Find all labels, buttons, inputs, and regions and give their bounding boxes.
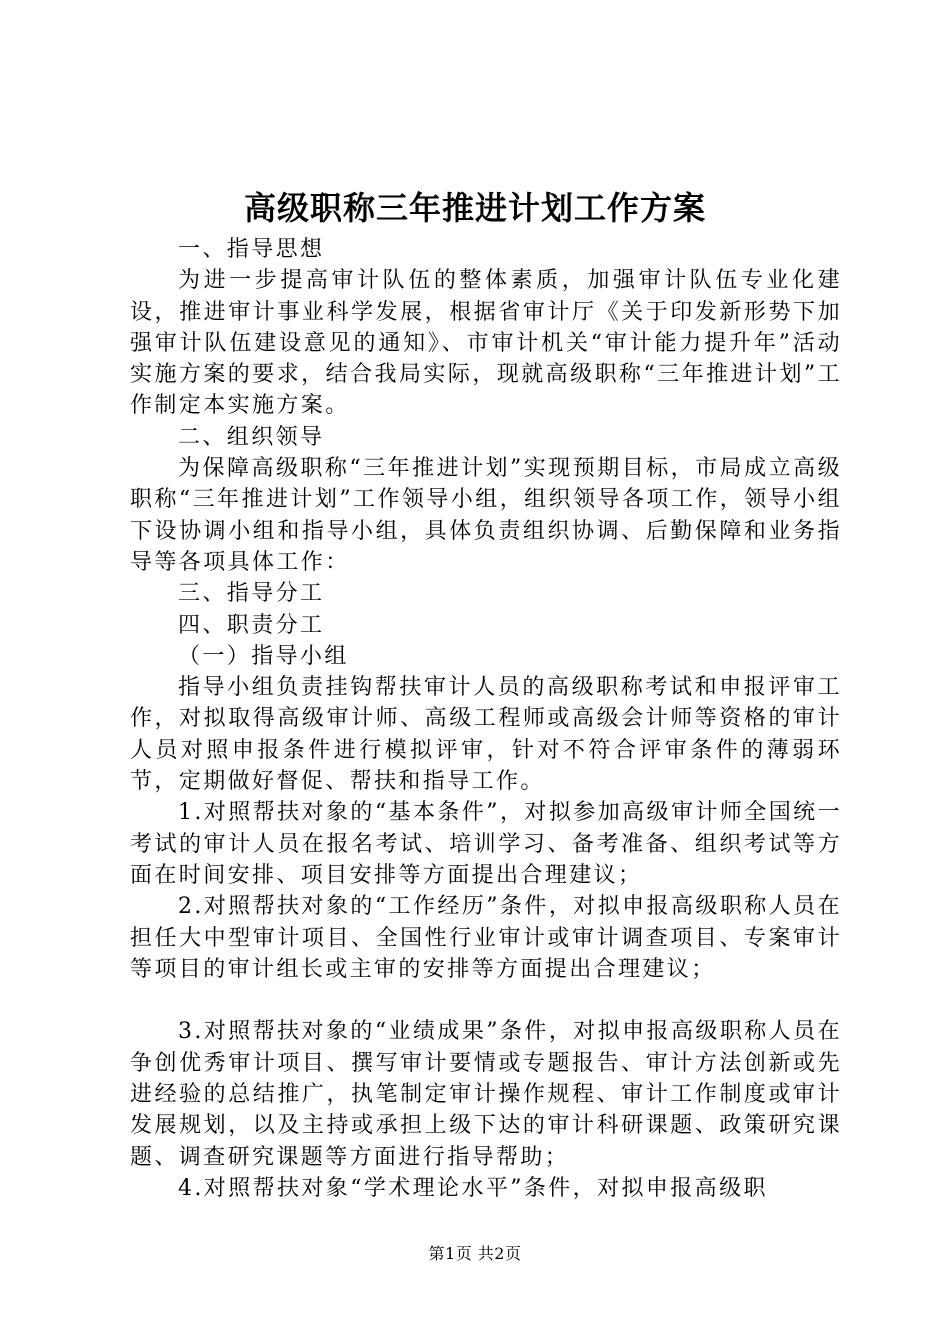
section-heading: 三、指导分工 xyxy=(178,581,325,607)
section-heading: 一、指导思想 xyxy=(178,237,325,262)
list-item: 3.对照帮扶对象的“业绩成果”条件，对拟申报高级职称人员在争创优秀审计项目、撰写审计要情或专题报告、审计方法创新或先进经验的总结推广，执笔制定审计操作规程、审计工作制度或审计发展规划，以及主持或承担上级下达的审计科研课题、政策研究课题、调查研究课题等方面进行指导帮助； xyxy=(130,1019,842,1170)
body-paragraph: 为保障高级职称“三年推进计划”实现预期目标，市局成立高级职称“三年推进计划”工作领导小组，组织领导各项工作，领导小组下设协调小组和指导小组，具体负责组织协调、后勤保障和业务指导等各项具体工作： xyxy=(130,456,842,575)
subsection-heading: （一）指导小组 xyxy=(178,643,349,669)
document-body xyxy=(130,234,842,1204)
section-heading: 四、职责分工 xyxy=(178,612,325,638)
list-item: 1.对照帮扶对象的“基本条件”，对拟参加高级审计师全国统一考试的审计人员在报名考试、培训学习、备考准备、组织考试等方面在时间安排、项目安排等方面提出合理建议； xyxy=(130,800,842,888)
blank-line xyxy=(130,985,842,1016)
document-title: 高级职称三年推进计划工作方案 xyxy=(243,189,706,227)
list-item: 2.对照帮扶对象的“工作经历”条件，对拟申报高级职称人员在担任大中型审计项目、全国性行业审计或审计调查项目、专案审计等项目的审计组长或主审的安排等方面提出合理建议； xyxy=(130,894,842,982)
body-paragraph: 为进一步提高审计队伍的整体素质，加强审计队伍专业化建设，推进审计事业科学发展，根据省审计厅《关于印发新形势下加强审计队伍建设意见的通知》、市审计机关“审计能力提升年”活动实施方案的要求，结合我局实际，现就高级职称“三年推进计划”工作制定本实施方案。 xyxy=(130,268,842,419)
list-item: 4.对照帮扶对象“学术理论水平”条件，对拟申报高级职 xyxy=(178,1175,768,1201)
section-heading: 二、组织领导 xyxy=(178,424,325,450)
page-footer: 第1页 共2页 xyxy=(428,1244,522,1263)
body-paragraph: 指导小组负责挂钩帮扶审计人员的高级职称考试和申报评审工作，对拟取得高级审计师、高级工程师或高级会计师等资格的审计人员对照申报条件进行模拟评审，针对不符合评审条件的薄弱环节，定期做好督促、帮扶和指导工作。 xyxy=(130,675,842,795)
